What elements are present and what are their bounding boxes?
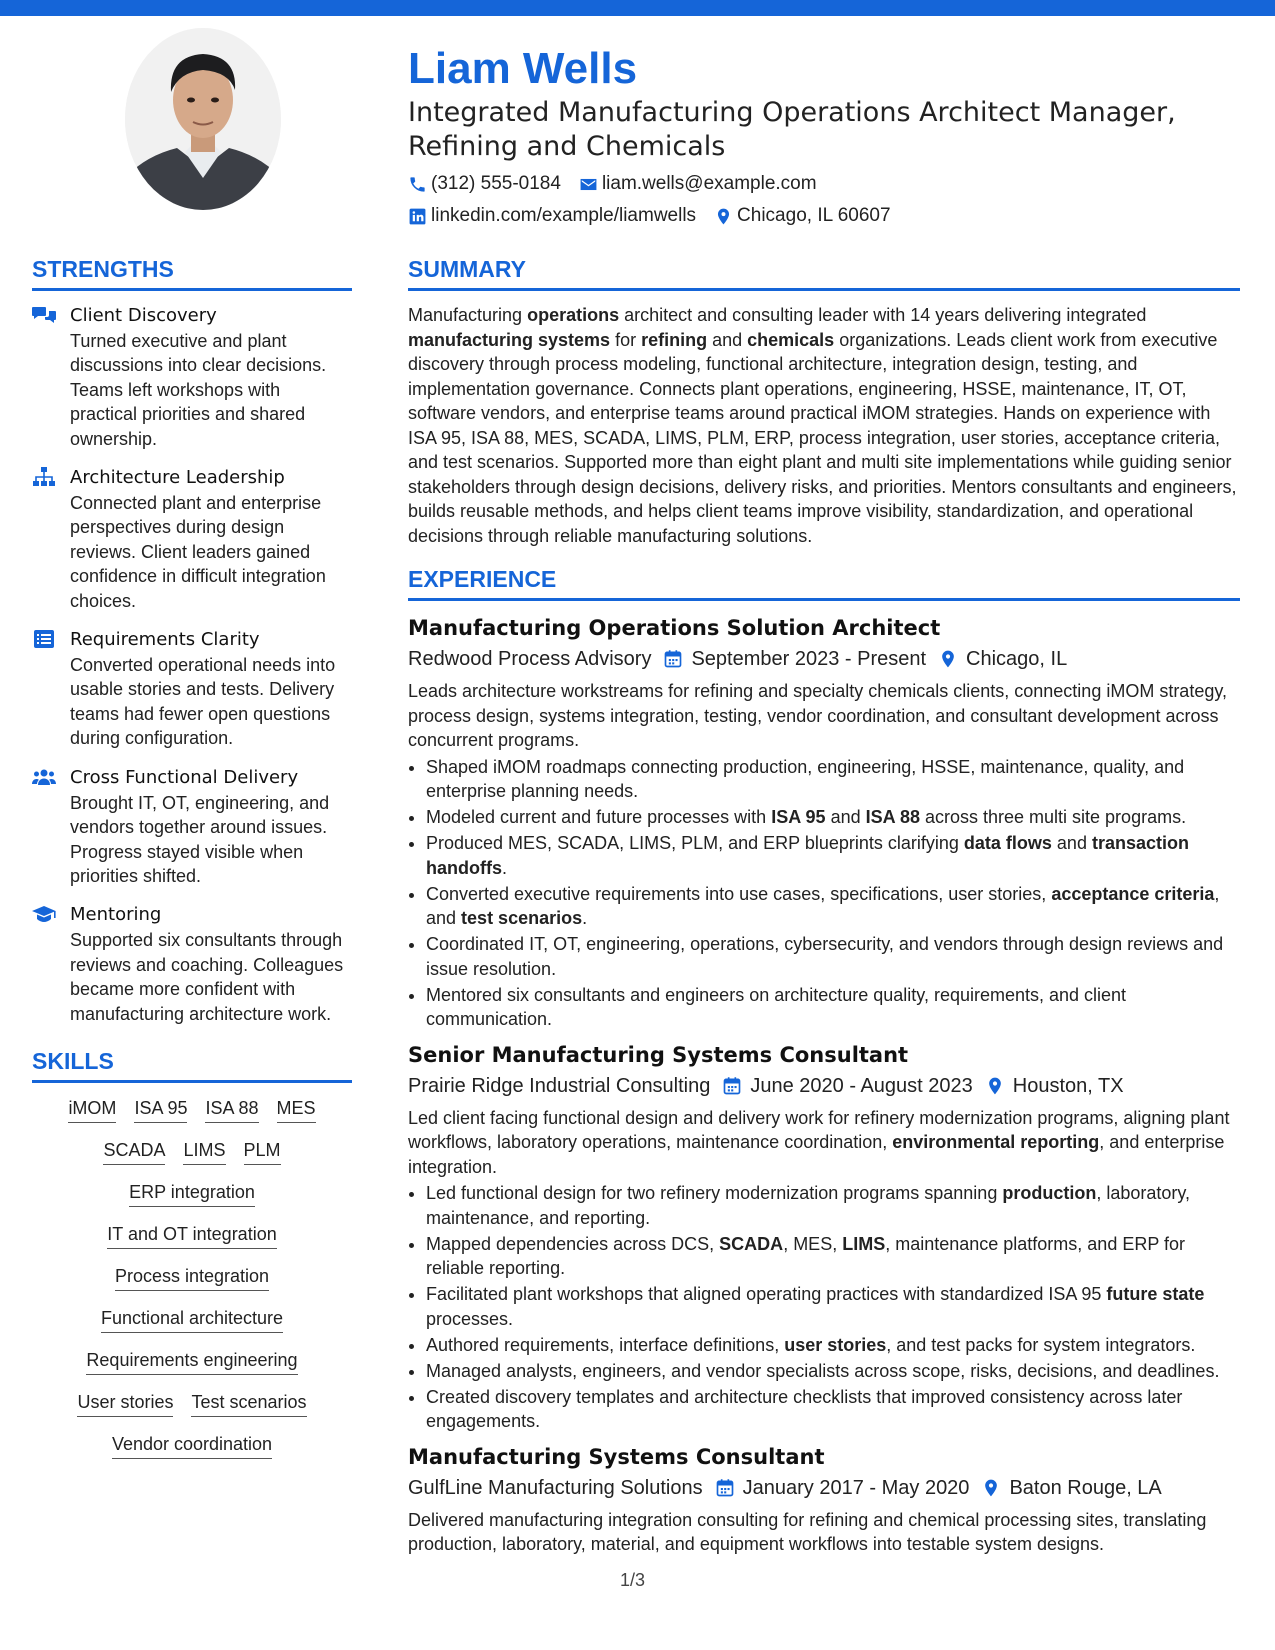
skill-tag: MES [277,1095,316,1123]
job-bullet: • Facilitated plant workshops that aligned operating practices with standardized ISA 95 future state processes. [426,1282,1240,1331]
job-bullet: • Mentored six consultants and engineers on architecture quality, requirements, and client communication. [426,983,1240,1032]
calendar-icon [722,1076,742,1096]
summary-heading: SUMMARY [408,252,1240,291]
job-title: Manufacturing Operations Solution Architect [408,616,941,640]
contact-linkedin[interactable] [408,200,696,232]
skill-row [32,1221,352,1249]
strength-description: Connected plant and enterprise perspectives during design reviews. Client leaders gained confidence in difficult integration choices. [70,493,326,611]
location-text: Chicago, IL 60607 [737,205,891,226]
job-bullets [408,1181,1240,1434]
job-dates: June 2020 - August 2023 [750,1074,973,1097]
skills-heading: SKILLS [32,1044,352,1083]
contact-row-1 [408,168,1238,200]
job-bullet: • Converted executive requirements into use cases, specifications, user stories, acceptance criteria, and test scenarios. [426,882,1240,931]
strength-description: Turned executive and plant discussions into clear decisions. Teams left workshops with practical priorities and shared ownership. [70,331,327,449]
skill-tag: Requirements engineering [86,1347,297,1375]
strength-title: Architecture Leadership [70,467,285,489]
skill-tag: Functional architecture [101,1305,283,1333]
skill-row [32,1431,352,1459]
strength-description: Supported six consultants through reviews and coaching. Colleagues became more confident with manufacturing architecture work. [70,930,344,1024]
skill-tag: SCADA [103,1137,165,1165]
job-meta [408,643,1240,675]
phone-icon [408,175,427,194]
portrait-illustration [125,28,281,210]
summary-text: Manufacturing operations architect and consulting leader with 14 years delivering integrated manufacturing systems for refining and chemicals organizations. Leads client work from executive discovery through process modeling, functional architecture, integration design, testing, and implementation governance. Connects plant operations, engineering, HSSE, maintenance, IT, OT, software vendors, and enterprise teams around practical iMOM strategies. Hands on experience with ISA 95, ISA 88, MES, SCADA, LIMS, PLM, ERP, process integration, user stories, acceptance criteria, and test scenarios. Supported more than eight plant and multi site implementations while guiding senior stakeholders through design decisions, delivery risks, and priorities. Mentors consultants and engineers, builds reusable methods, and helps client teams improve visibility, standardization, and operational decisions through reliable manufacturing solutions. [408,305,1237,546]
job-meta [408,1472,1240,1504]
experience-entry [408,1040,1240,1434]
job-company: Redwood Process Advisory [408,648,652,670]
list-icon [32,627,70,751]
strength-description: Brought IT, OT, engineering, and vendors together around issues. Progress stayed visible when priorities shifted. [70,792,330,886]
strengths-heading: STRENGTHS [32,252,352,291]
job-bullet: • Created discovery templates and architecture checklists that improved consistency across later engagements. [426,1385,1240,1434]
strength-title: Requirements Clarity [70,629,260,651]
strength-item [32,465,352,613]
job-bullet: • Produced MES, SCADA, LIMS, PLM, and ERP blueprints clarifying data flows and transaction handoffs. [426,831,1240,880]
contact-email[interactable] [579,168,817,200]
experience-heading: EXPERIENCE [408,562,1240,601]
experience-entry [408,1442,1240,1557]
job-bullet: • Modeled current and future processes with ISA 95 and ISA 88 across three multi site programs. [426,805,1240,830]
job-description: Delivered manufacturing integration consulting for refining and chemical processing sites, translating production, laboratory, material, and equipment workflows into testable system designs. [408,1509,1207,1554]
phone-text: (312) 555-0184 [431,173,561,194]
strength-item [32,627,352,751]
strength-title: Client Discovery [70,305,217,326]
skill-row [32,1305,352,1333]
job-description: Leads architecture workstreams for refining and specialty chemicals clients, connecting iMOM strategy, process design, systems integration, testing, vendor coordination, and consultant development across concurrent programs. [408,681,1228,750]
envelope-icon [579,175,598,194]
right-column [408,252,1240,1557]
strength-item [32,303,352,451]
top-accent-bar [0,0,1275,16]
job-title: Manufacturing Systems Consultant [408,1444,825,1469]
candidate-title: Integrated Manufacturing Operations Architect Manager, Refining and Chemicals [408,97,1176,162]
resume-header [408,42,1238,232]
page-indicator: 1/3 [620,1570,646,1590]
job-dates: January 2017 - May 2020 [742,1476,970,1499]
experience-list [408,613,1240,1557]
skill-tag: PLM [244,1137,281,1165]
graduation-cap-icon [32,902,70,1026]
job-bullet: • Authored requirements, interface definitions, user stories, and test packs for system integrators. [426,1333,1240,1358]
strength-title: Cross Functional Delivery [70,766,299,788]
skill-row [32,1137,352,1165]
contact-row-2 [408,200,1238,232]
email-text: liam.wells@example.com [601,173,817,194]
job-bullet: • Coordinated IT, OT, engineering, operations, cybersecurity, and vendors through design reviews and issue resolution. [426,932,1240,981]
skills-list [32,1095,352,1459]
calendar-icon [663,649,683,669]
skill-tag: LIMS [183,1137,225,1165]
job-bullets [408,755,1240,1032]
strength-title: Mentoring [70,904,162,926]
job-location: Houston, TX [1012,1074,1124,1097]
skill-row [32,1179,352,1207]
linkedin-icon [408,207,427,226]
left-column [32,252,352,1473]
skill-tag: User stories [77,1389,173,1417]
skill-tag: ISA 95 [134,1095,187,1123]
job-description: Led client facing functional design and delivery work for refinery modernization programs, aligning plant workflows, laboratory operations, maintenance coordination, environmental reporting, and enterprise integration. [408,1107,1230,1177]
skill-tag: Process integration [115,1263,269,1291]
job-company: GulfLine Manufacturing Solutions [408,1476,703,1499]
contact-location [714,200,891,232]
calendar-icon [715,1478,735,1498]
job-company: Prairie Ridge Industrial Consulting [408,1074,711,1097]
linkedin-text: linkedin.com/example/liamwells [431,205,697,226]
map-pin-icon [714,207,733,226]
contact-phone[interactable] [408,168,561,200]
skill-row [32,1263,352,1291]
job-bullet: • Mapped dependencies across DCS, SCADA, MES, LIMS, maintenance platforms, and ERP for reliable reporting. [426,1232,1240,1281]
experience-entry [408,613,1240,1032]
job-meta [408,1070,1240,1102]
map-pin-icon [981,1478,1001,1498]
skill-row [32,1389,352,1417]
strength-item [32,902,352,1026]
map-pin-icon [938,649,958,669]
skill-tag: IT and OT integration [107,1221,276,1249]
map-pin-icon [985,1076,1005,1096]
skill-tag: iMOM [68,1095,116,1123]
job-bullet: • Shaped iMOM roadmaps connecting production, engineering, HSSE, maintenance, quality, and enterprise planning needs. [426,755,1240,804]
job-bullet: • Led functional design for two refinery modernization programs spanning production, laboratory, maintenance, and reporting. [426,1181,1240,1230]
job-dates: September 2023 - Present [691,648,927,670]
skill-tag: ISA 88 [205,1095,258,1123]
skill-row [32,1347,352,1375]
candidate-name: Liam Wells [408,44,638,93]
skill-tag: ERP integration [129,1179,255,1207]
users-icon [32,765,70,889]
job-location: Chicago, IL [966,648,1068,670]
profile-photo [125,28,281,210]
strengths-list [32,303,352,1026]
skill-row [32,1095,352,1123]
skill-tag: Vendor coordination [112,1431,272,1459]
job-title: Senior Manufacturing Systems Consultant [408,1042,909,1067]
org-chart-icon [32,465,70,613]
chat-bubbles-icon [32,303,70,451]
strength-description: Converted operational needs into usable stories and tests. Delivery teams had fewer open questions during configuration. [70,655,336,749]
job-location: Baton Rouge, LA [1009,1476,1162,1499]
skill-tag: Test scenarios [191,1389,306,1417]
job-bullet: • Managed analysts, engineers, and vendor specialists across scope, risks, decisions, and deadlines. [426,1359,1240,1384]
strength-item [32,765,352,889]
